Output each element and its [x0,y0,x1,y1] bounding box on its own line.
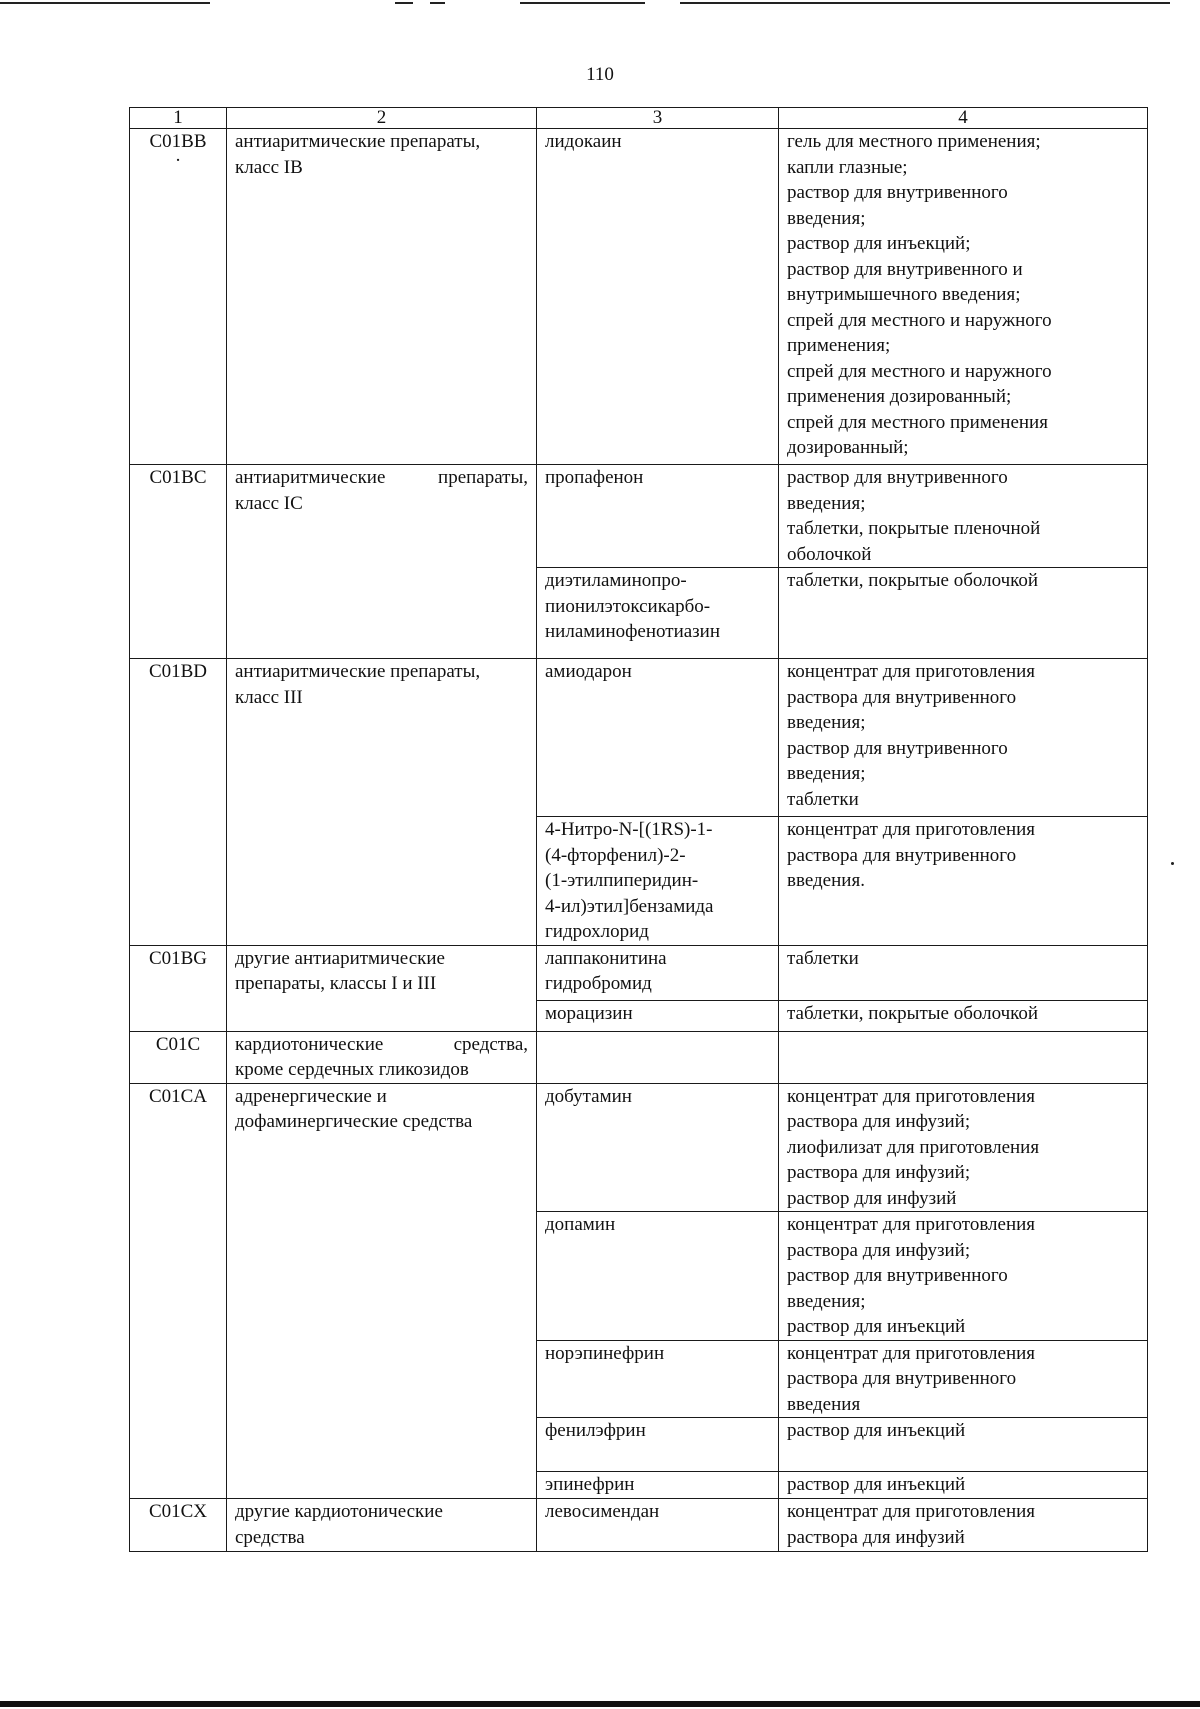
text-line: лиофилизат для приготовления [787,1136,1040,1158]
dosage-forms-cell [779,129,1148,465]
dosage-forms-cell [779,1418,1148,1472]
table-row [130,1031,1148,1083]
text-line: введения [787,1393,861,1415]
text-line: раствора для внутривенного [787,844,1017,866]
text-line: класс IC [235,492,303,514]
table-row [130,1083,1148,1212]
text-line: класс IB [235,156,303,178]
text-line: спрей для местного и наружного [787,309,1052,331]
text-line: оболочкой [787,543,872,565]
text-line: концентрат для приготовления [787,1085,1036,1107]
atc-code: C01CX [148,1501,208,1522]
text-line: введения. [787,870,865,891]
text-line: раствора для внутривенного [787,1368,1017,1389]
group-name-cell [227,1031,537,1083]
drug-name-cell [537,129,779,465]
text-line: допамин [545,1214,616,1235]
atc-code: C01BB [149,131,207,152]
text-line: раствор для внутривенного [787,1265,1008,1286]
dosage-forms-cell [779,945,1148,1000]
text-line: пропафенон [545,467,644,488]
text-line: (1-этилпиперидин- [545,870,699,891]
atc-code-cell [130,465,227,659]
drug-name-cell [537,1212,779,1341]
text-line: дофаминергические средства [235,1111,473,1132]
group-name-cell [227,659,537,946]
atc-code: C01BC [149,467,207,488]
text-line: дозированный; [787,437,909,458]
text-line: концентрат для приготовления [787,819,1036,840]
text-line: пионилэтоксикарбо- [545,595,711,617]
atc-code-cell [130,945,227,1031]
header-cell: 3 [537,108,779,129]
drug-name-cell [537,1499,779,1552]
text-line: таблетки [787,788,859,810]
text-line: введения; [787,492,866,514]
dosage-forms-cell [779,465,1148,568]
text-line: гель для местного применения; [787,131,1041,152]
table-row [130,465,1148,568]
dosage-forms-cell [779,1031,1148,1083]
text-line: средства [235,1526,305,1548]
drug-name-cell [537,1083,779,1212]
scan-speck [1171,862,1174,865]
text-line: концентрат для приготовления [787,1342,1036,1364]
atc-code-cell [130,129,227,465]
table-row [130,945,1148,1000]
group-name-cell [227,129,537,465]
text-line: ниламинофенотиазин [545,621,721,642]
dosage-forms-cell [779,1212,1148,1341]
text-line: 4-Нитро-N-[(1RS)-1- [545,819,713,840]
text-line: диэтиламинопро- [545,570,687,591]
text-line: антиаритмические препараты, [235,131,481,152]
text-line: адренергические и [235,1085,387,1107]
text-line: амиодарон [545,661,632,682]
header-cell: 2 [227,108,537,129]
text-line: гидробромид [545,973,652,994]
group-name-cell [227,465,537,659]
text-line: раствор для инфузий [787,1187,957,1209]
text-line: левосимендан [545,1501,660,1522]
drug-name-cell [537,1472,779,1499]
text-line: раствора для инфузий; [787,1239,971,1261]
text-line: морацизин [545,1002,633,1024]
scan-speck: · [174,149,182,171]
text-line: спрей для местного применения [787,411,1048,433]
text-line: раствор для внутривенного [787,182,1008,203]
text-line: введения; [787,763,866,784]
text-line: внутримышечного введения; [787,284,1021,305]
text-line: лаппаконитина [545,947,667,969]
text-line: препараты, классы I и III [235,973,437,994]
drug-name-cell [537,817,779,946]
text-line: раствора для инфузий; [787,1111,971,1132]
text-line: капли глазные; [787,156,908,178]
text-line: фенилэфрин [545,1420,646,1441]
atc-code: C01C [155,1033,201,1055]
text-line: введения; [787,712,866,733]
text-line: класс III [235,686,303,708]
text-line: раствор для внутривенного и [787,258,1023,280]
text-line: таблетки, покрытые оболочкой [787,1002,1039,1024]
drug-name-cell [537,1340,779,1418]
text-line: концентрат для приготовления [787,1214,1036,1235]
text-line: раствор для инъекций [787,1316,966,1337]
text-line: применения дозированный; [787,386,1012,407]
text-line: раствор для инъекций [787,1420,966,1441]
text-line: добутамин [545,1085,632,1107]
group-name-cell [227,1083,537,1499]
text-line: другие кардиотонические [235,1501,443,1522]
atc-code-cell [130,1499,227,1552]
atc-code-cell [130,1031,227,1083]
text-line: кроме сердечных гликозидов [235,1059,469,1080]
text-line: (4-фторфенил)-2- [545,844,686,866]
text-line: раствор для внутривенного [787,737,1008,759]
drug-name-cell [537,1000,779,1031]
atc-code-cell [130,1083,227,1499]
text-line: другие антиаритмические [235,947,445,969]
text-line: таблетки, покрытые оболочкой [787,570,1039,591]
group-name-cell [227,945,537,1031]
table-row [130,659,1148,817]
text-line: применения; [787,335,891,356]
header-cell: 1 [130,108,227,129]
drug-name-cell [537,945,779,1000]
atc-code: C01BG [148,947,208,969]
text-line: норэпинефрин [545,1342,665,1364]
table-row [130,1499,1148,1552]
atc-code: C01CA [148,1085,208,1107]
text-line: раствор для инъекций; [787,233,971,254]
drug-name-cell [537,659,779,817]
text-line: концентрат для приготовления [787,1501,1036,1522]
text-line: таблетки, покрытые пленочной [787,518,1041,539]
dosage-forms-cell [779,817,1148,946]
dosage-forms-cell [779,659,1148,817]
text-line: раствора для внутривенного [787,686,1017,708]
text-line: концентрат для приготовления [787,661,1036,682]
dosage-forms-cell [779,1499,1148,1552]
drug-name-cell [537,1031,779,1083]
drug-name-cell [537,465,779,568]
scan-edge-bottom [0,1701,1200,1707]
scan-edge-top [0,0,1200,6]
text-line: введения; [787,1290,866,1312]
header-cell: 4 [779,108,1148,129]
text-line: раствора для инфузий; [787,1162,971,1183]
dosage-forms-cell [779,1000,1148,1031]
dosage-forms-cell [779,1340,1148,1418]
text-line: антиаритмические препараты, [235,467,528,488]
text-line: эпинефрин [545,1474,635,1495]
dosage-forms-cell [779,1083,1148,1212]
text-line: введения; [787,207,866,229]
text-line: таблетки [787,947,859,969]
text-line: антиаритмические препараты, [235,661,481,682]
text-line: 4-ил)этил]бензамида [545,895,714,917]
medication-table [129,107,1148,1552]
dosage-forms-cell [779,568,1148,659]
drug-name-cell [537,1418,779,1472]
header-row [130,108,1148,129]
text-line: раствор для инъекций [787,1474,966,1495]
text-line: раствора для инфузий [787,1526,965,1548]
text-line: кардиотонические средства, [235,1033,528,1055]
text-line: гидрохлорид [545,921,649,942]
drug-name-cell [537,568,779,659]
page-number: 110 [586,64,614,85]
table-row [130,129,1148,465]
text-line: спрей для местного и наружного [787,360,1052,382]
atc-code: C01BD [148,661,208,682]
group-name-cell [227,1499,537,1552]
dosage-forms-cell [779,1472,1148,1499]
atc-code-cell [130,659,227,946]
text-line: лидокаин [545,131,622,152]
text-line: раствор для внутривенного [787,467,1008,488]
